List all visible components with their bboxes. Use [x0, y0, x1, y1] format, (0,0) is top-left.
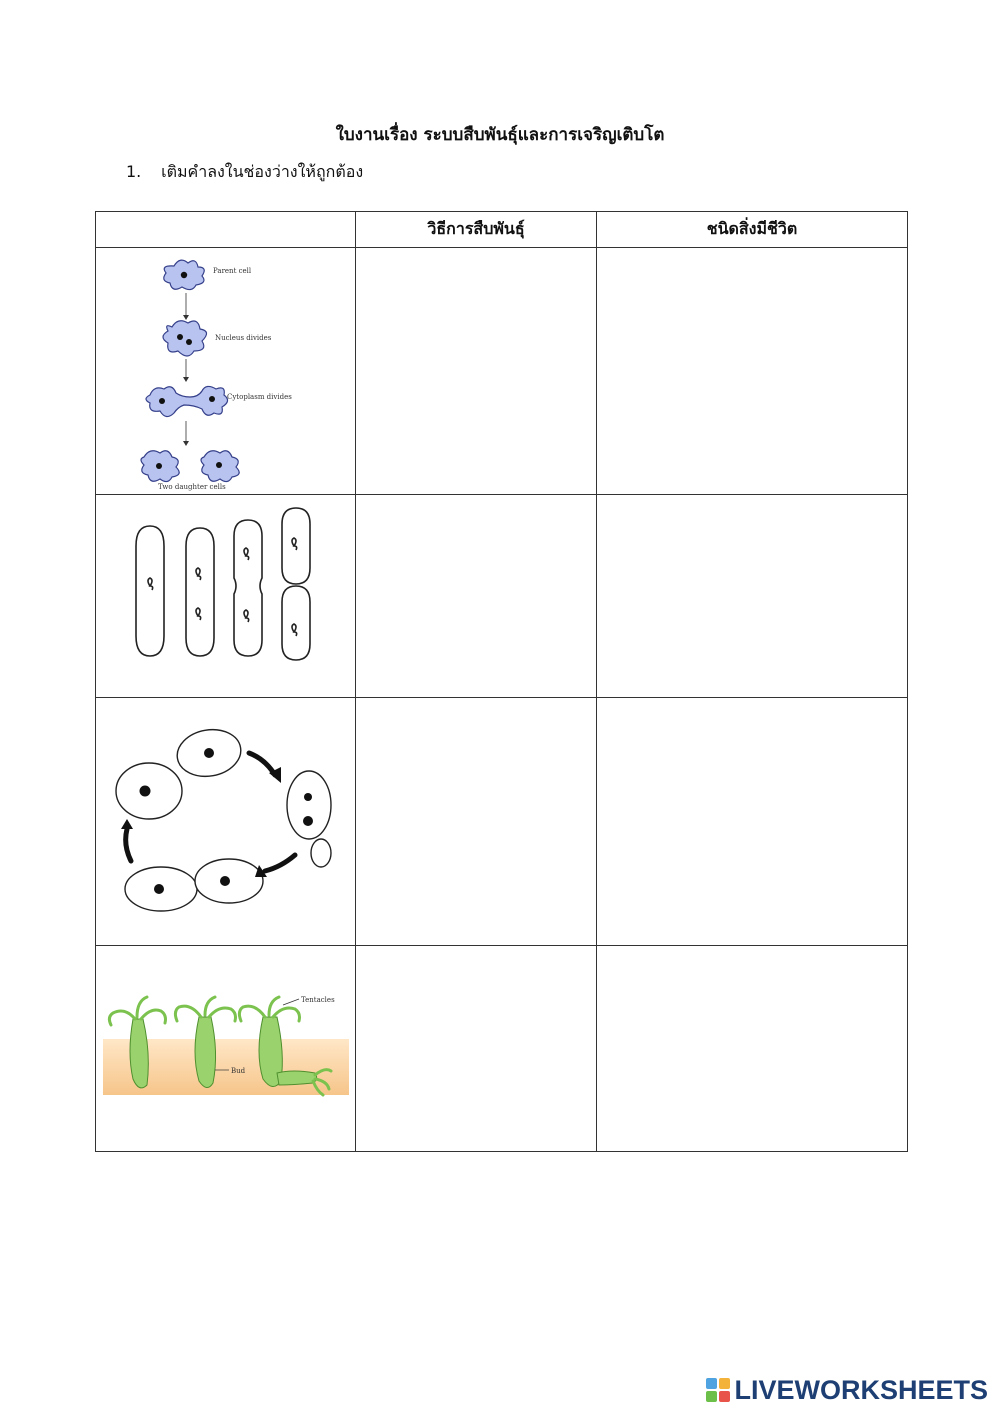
answer-method-4[interactable]	[356, 945, 597, 1151]
hydra-budding-figure	[96, 945, 356, 1151]
label-parent-cell: Parent cell	[212, 266, 251, 275]
header-image	[96, 212, 356, 248]
answer-method-1[interactable]	[356, 248, 597, 495]
table-row	[96, 494, 908, 697]
yeast-budding-diagram	[113, 721, 338, 921]
label-nucleus-divides: Nucleus divides	[214, 333, 271, 342]
instruction-number: 1.	[126, 162, 142, 181]
table-row	[96, 248, 908, 495]
liveworksheets-logo-icon	[706, 1378, 730, 1402]
hydra-budding-diagram	[103, 993, 349, 1103]
header-method: วิธีการสืบพันธุ์	[356, 212, 597, 248]
answer-method-3[interactable]	[356, 698, 597, 946]
table-row	[96, 698, 908, 946]
worksheet-title: ใบงานเรื่อง ระบบสืบพันธุ์และการเจริญเติบโต	[335, 125, 665, 145]
answer-organism-3[interactable]	[597, 698, 908, 946]
instruction	[126, 160, 363, 185]
label-tentacles: Tentacles	[300, 996, 335, 1005]
answer-organism-1[interactable]	[597, 248, 908, 495]
amoeba-fission-figure	[96, 248, 356, 495]
logo-text: LIVEWORKSHEETS	[734, 1374, 988, 1405]
amoeba-fission-diagram	[136, 251, 316, 491]
yeast-budding-figure	[96, 698, 356, 946]
instruction-text: เติมคำลงในช่องว่างให้ถูกต้อง	[161, 162, 364, 181]
answer-organism-2[interactable]	[597, 494, 908, 697]
paramecium-fission-diagram	[126, 506, 326, 686]
paramecium-fission-figure	[96, 494, 356, 697]
label-cytoplasm-divides: Cytoplasm divides	[226, 392, 292, 401]
worksheet-table	[95, 211, 908, 1152]
label-bud: Bud	[230, 1067, 245, 1076]
table-row	[96, 945, 908, 1151]
answer-organism-4[interactable]	[597, 945, 908, 1151]
label-two-daughter-cells: Two daughter cells	[157, 482, 226, 491]
liveworksheets-logo[interactable]	[706, 1373, 988, 1407]
answer-method-2[interactable]	[356, 494, 597, 697]
header-row	[96, 212, 908, 248]
header-organism: ชนิดสิ่งมีชีวิต	[597, 212, 908, 248]
